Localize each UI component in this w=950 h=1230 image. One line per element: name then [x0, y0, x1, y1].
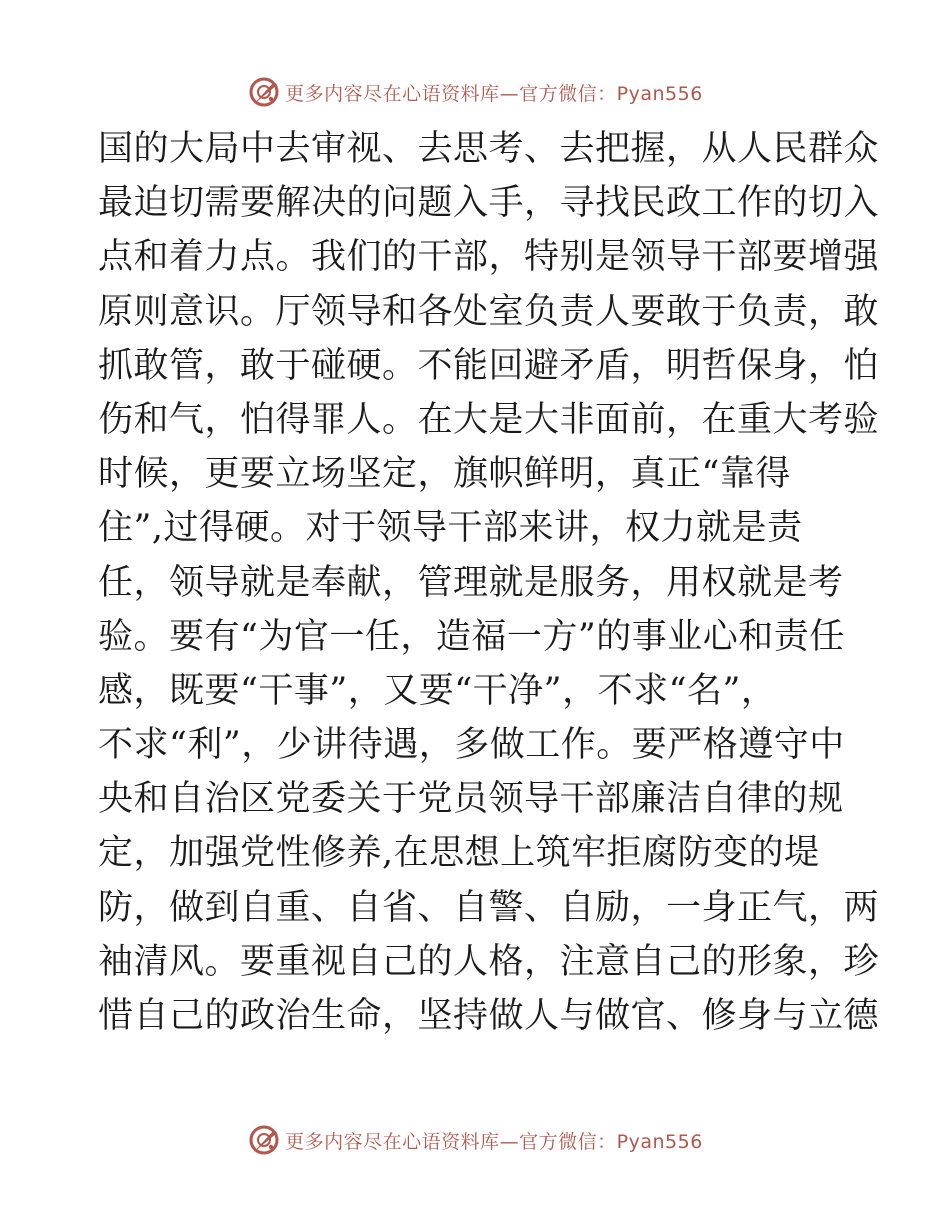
text-line: 袖清风。要重视自己的人格，注意自己的形象，珍 [98, 941, 880, 982]
text-line: 国的大局中去审视、去思考、去把握，从人民群众 [98, 129, 880, 169]
text-line: 惜自己的政治生命，坚持做人与做官、修身与立德 [98, 996, 880, 1036]
text-line: 点和着力点。我们的干部，特别是领导干部要增强 [98, 237, 880, 278]
footer-banner-text: 更多内容尽在心语资料库—官方微信：Pyan556 [285, 1130, 703, 1153]
text-line: 感，既要“干事”，又要“干净”，不求“名”， [98, 670, 777, 711]
text-line: 验。要有“为官一任，造福一方”的事业心和责任 [98, 616, 845, 657]
footer-watermark-banner [0, 1120, 950, 1160]
text-line: 原则意识。厅领导和各处室负责人要敢于负责，敢 [98, 291, 880, 332]
text-line: 最迫切需要解决的问题入手，寻找民政工作的切入 [98, 183, 880, 224]
quill-logo-icon [247, 75, 281, 109]
text-line: 不求“利”，少讲待遇，多做工作。要严格遵守中 [98, 725, 845, 766]
text-line: 防，做到自重、自省、自警、自励，一身正气，两 [98, 887, 880, 928]
header-banner-text: 更多内容尽在心语资料库—官方微信：Pyan556 [285, 82, 703, 105]
quill-logo-icon [247, 1123, 281, 1157]
text-line: 定，加强党性修养,在思想上筑牢拒腐防变的堤 [98, 833, 820, 874]
text-line: 住”,过得硬。对于领导干部来讲，权力就是责 [98, 508, 803, 549]
text-line: 伤和气，怕得罪人。在大是大非面前，在重大考验 [98, 399, 880, 440]
text-line: 时候，更要立场坚定，旗帜鲜明，真正“靠得 [98, 454, 791, 495]
text-line: 抓敢管，敢于碰硬。不能回避矛盾，明哲保身，怕 [98, 345, 880, 386]
text-line: 任，领导就是奉献，管理就是服务，用权就是考 [98, 562, 844, 603]
document-body [98, 122, 880, 1043]
header-watermark-banner [0, 72, 950, 112]
text-line: 央和自治区党委关于党员领导干部廉洁自律的规 [98, 779, 844, 820]
